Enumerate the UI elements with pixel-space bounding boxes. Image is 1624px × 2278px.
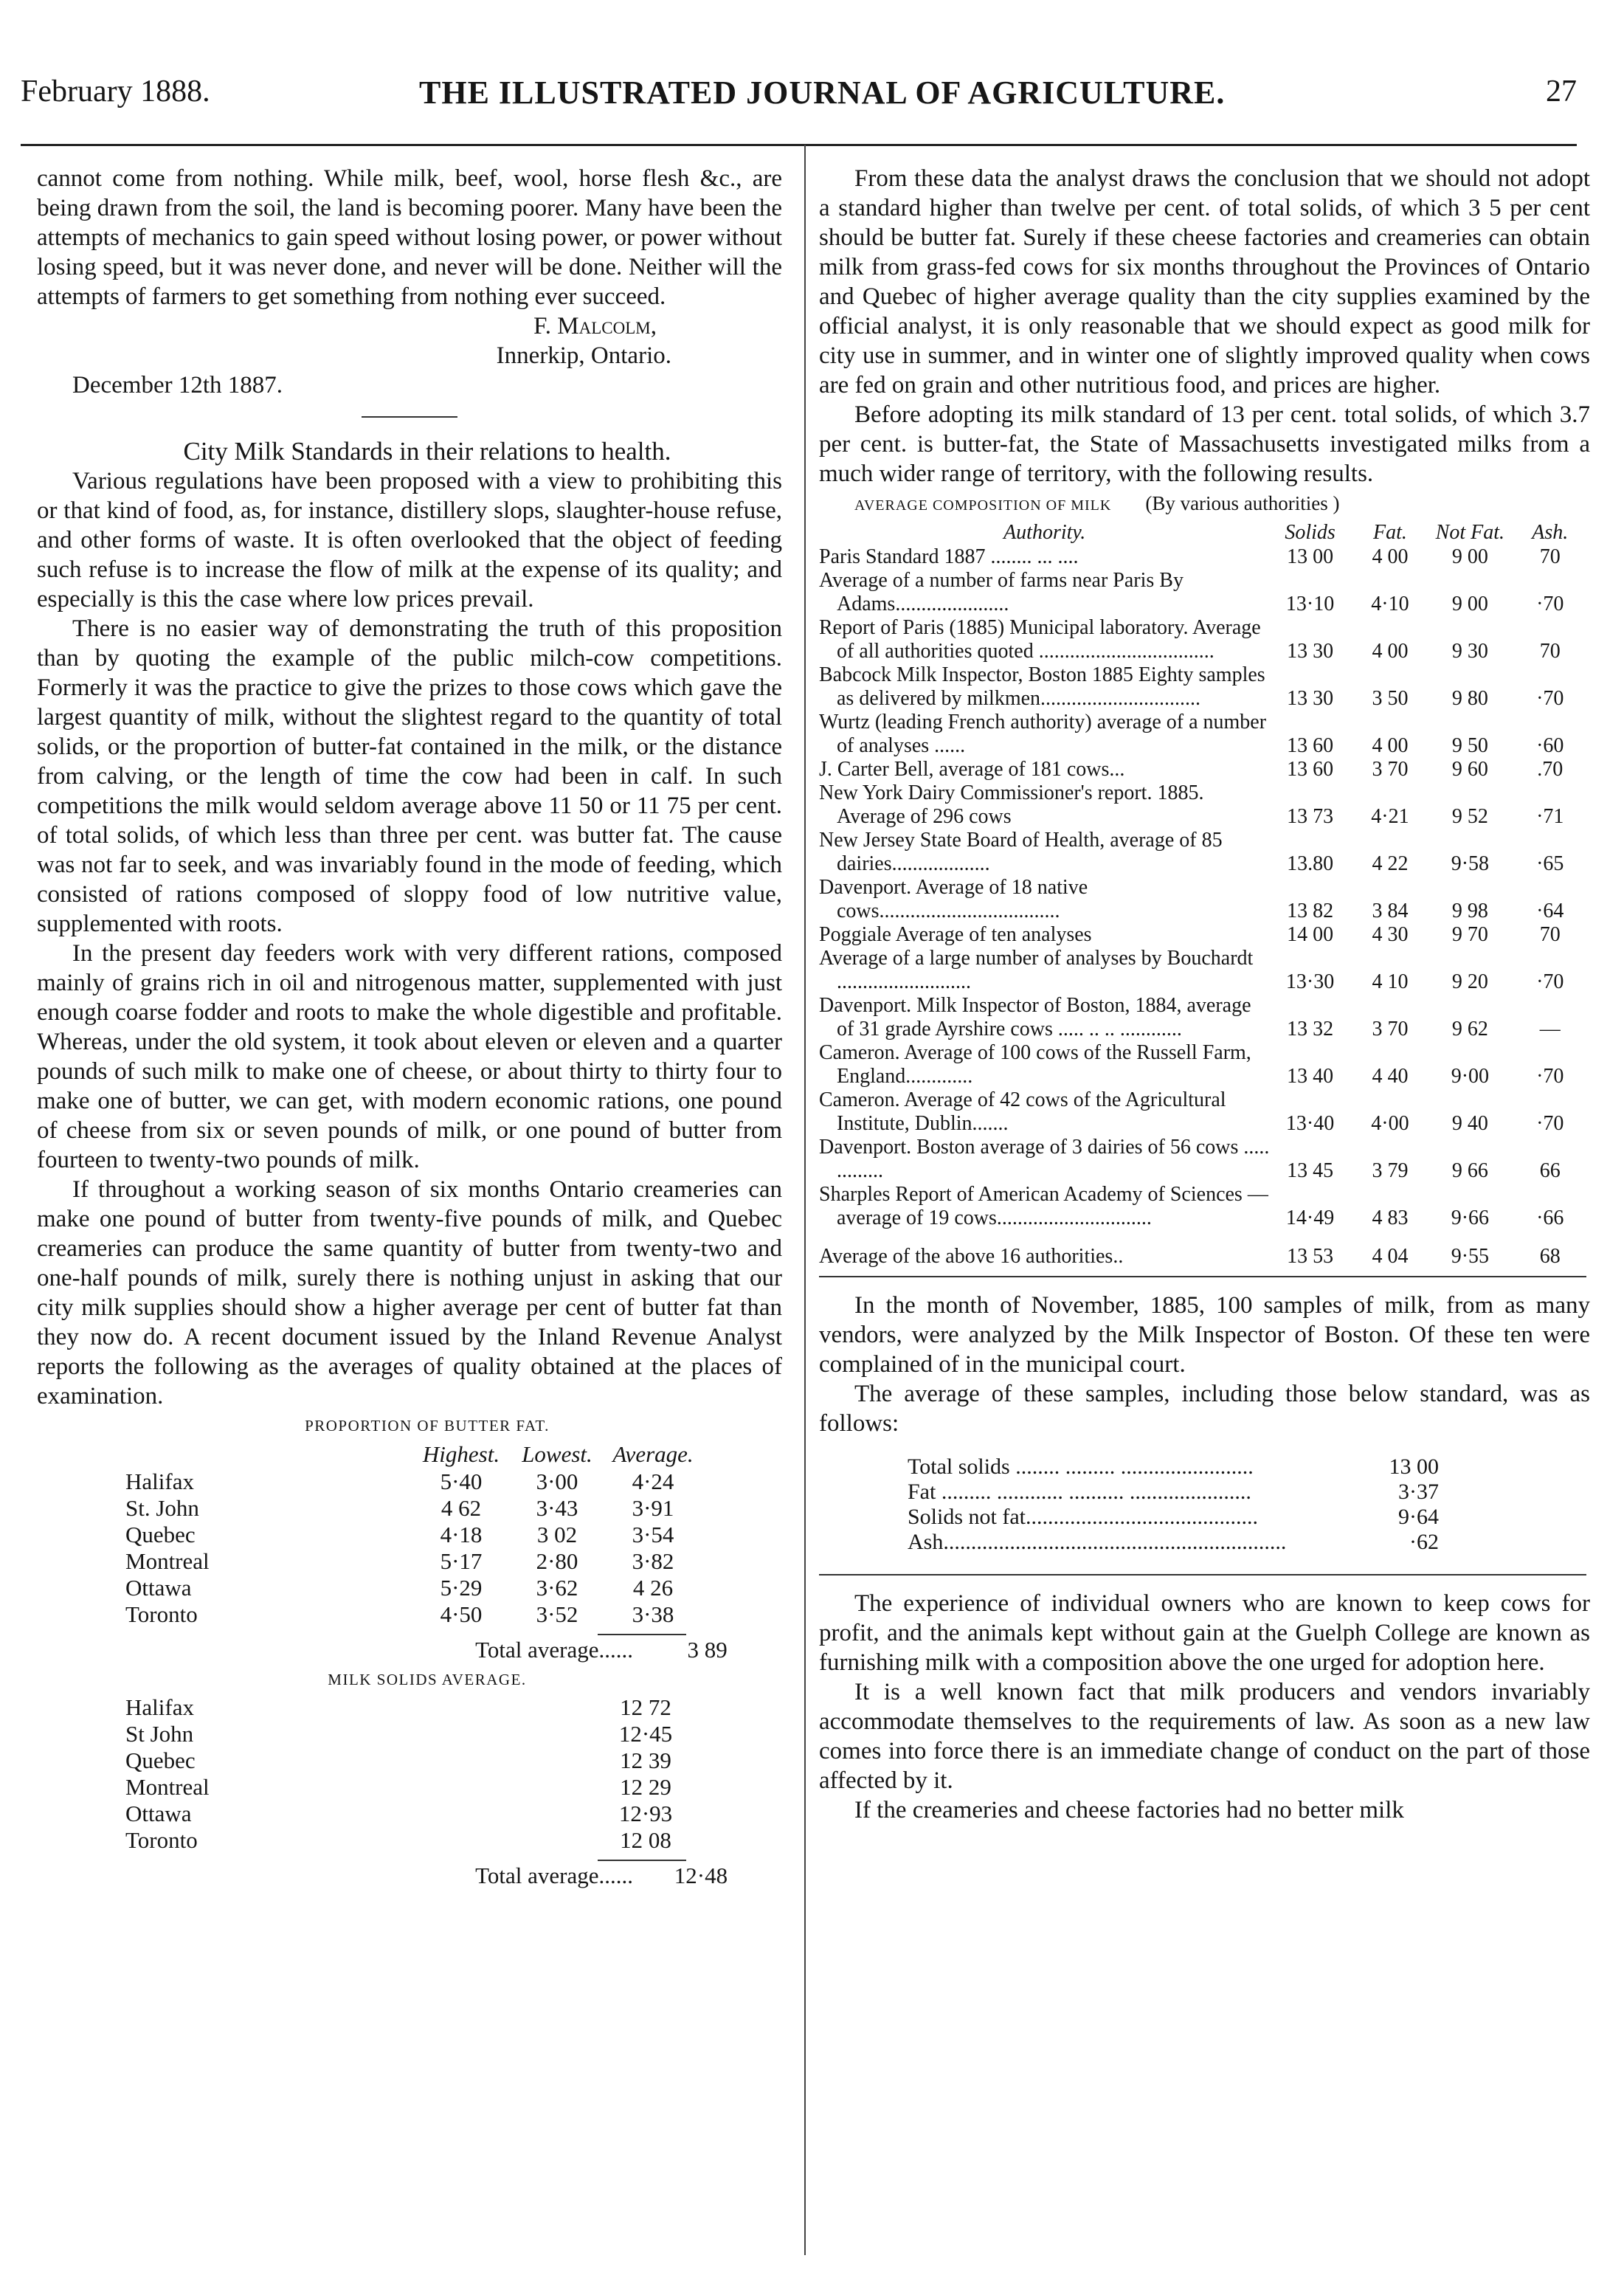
summary-row [908,1480,1439,1505]
column-header: Authority. [1003,521,1086,544]
fat-cell: 3 79 [1372,1159,1409,1182]
column-header: Lowest. [522,1441,592,1467]
solids-cell: 13 00 [1287,545,1334,568]
table-row [819,711,1590,758]
fat-cell: 4 00 [1372,640,1409,663]
fat-cell: 3 84 [1372,900,1409,922]
not-fat-cell: 9 00 [1451,593,1488,615]
butter-fat-total [37,1635,782,1665]
composition-table [819,520,1590,1269]
table-row [819,569,1590,616]
article-paragraph: In the present day feeders work with very different rations, composed mainly of grains rich in oil and nitrogenous matter, supplemented with just enough coarse fodder and roots to make the whole digestible and profitable. Whereas, under the old system, it took about eleven or eleven and a quarter pounds of such milk to make one of cheese, or about thirty to thirty four to make one of butter, we can get, with modern economic rations, one pound of cheese from six or seven pounds of milk, or one pound of butter from fourteen to twenty-two pounds of milk. [37,940,782,1173]
ash-cell: ·64 [1536,900,1564,922]
table-row [819,994,1590,1041]
column-header: Ash. [1532,521,1569,544]
summary-value: 9·64 [1398,1505,1439,1529]
table-row [125,1522,701,1548]
ash-cell: ·70 [1536,593,1564,615]
summary-row [908,1505,1439,1530]
solids-value: 12 39 [620,1747,671,1773]
composition-table-title: AVERAGE COMPOSITION OF MILK [854,497,1112,514]
summary-label: Fat ......... ............ .......... ...................... [908,1480,1251,1504]
table-row [125,1468,701,1495]
authority-cell: Average of the above 16 authorities.. [819,1245,1124,1268]
city-name: Toronto [125,1827,198,1853]
table-row [125,1694,694,1721]
solids-cell: 13 30 [1287,640,1334,663]
table-header-row [125,1440,701,1468]
table-row [819,616,1590,663]
solids-cell: 14 00 [1287,923,1334,946]
table-row [819,876,1590,923]
average-value: 4 26 [632,1575,674,1601]
authority-cell: Poggiale Average of ten analyses [819,923,1092,946]
lowest-value: 3·43 [536,1495,578,1521]
authority-cell: Sharples Report of American Academy of Sciences — average of 19 cows.............................. [819,1183,1268,1229]
fat-cell: 3 50 [1372,687,1409,710]
ash-cell: — [1539,1018,1561,1040]
lowest-value: 3·62 [536,1575,578,1601]
fat-cell: 4·10 [1371,593,1409,615]
table-row [125,1575,701,1601]
solids-value: 12 29 [620,1774,671,1800]
solids-cell: 13·40 [1285,1112,1335,1135]
summary-value: 3·37 [1398,1480,1439,1504]
section-divider [819,1574,1586,1575]
average-value: 3·54 [632,1522,674,1547]
composition-table-body [819,545,1590,1269]
total-label: Total average...... [475,1863,633,1888]
boston-summary [908,1454,1590,1555]
solids-cell: 13 60 [1287,734,1334,757]
lowest-value: 3·00 [536,1468,578,1494]
table-row [819,758,1590,781]
highest-value: 4·50 [440,1601,483,1627]
article-paragraph: Various regulations have been proposed with a view to prohibiting this or that kind of food, as, for instance, distillery slops, slaughter-house refuse, and other forms of waste. It is often overlooked that the object of feeding such refuse is to increase the flow of milk at the expense of its quality; and especially is this the case where low prices prevail. [37,468,782,612]
authority-cell: Average of a number of farms near Paris By Adams...................... [819,569,1184,615]
fat-cell: 4 22 [1372,852,1409,875]
fat-cell: 3 70 [1372,1018,1409,1040]
header-rule [21,144,1577,146]
solids-cell: 13·10 [1285,593,1335,615]
fat-cell: 4 83 [1372,1207,1409,1229]
solids-cell: 13 30 [1287,687,1334,710]
not-fat-cell: 9·55 [1451,1245,1490,1268]
highest-value: 4 62 [440,1495,482,1521]
table-row [819,923,1590,947]
city-name: Toronto [125,1601,198,1627]
table-row [819,545,1590,569]
authority-cell: New Jersey State Board of Health, average of 85 dairies................... [819,829,1223,875]
authority-cell: J. Carter Bell, average of 181 cows... [819,758,1125,781]
solids-cell: 13 40 [1287,1065,1334,1088]
not-fat-cell: 9 98 [1451,900,1488,922]
solids-value: 12·45 [618,1721,673,1747]
table-row [125,1801,694,1827]
column-header: Average. [612,1441,694,1467]
authority-cell: Davenport. Milk Inspector of Boston, 1884, average of 31 grade Ayrshire cows ..... .. .. ............ [819,994,1251,1040]
solids-cell: 13 60 [1287,758,1334,781]
authority-cell: Davenport. Boston average of 3 dairies of 56 cows ..... ......... [819,1136,1270,1182]
section-divider [819,1276,1586,1277]
solids-value: 12 72 [620,1694,671,1720]
right-column [819,164,1590,1825]
fat-cell: 3 70 [1372,758,1409,781]
article-paragraph: Before adopting its milk standard of 13 per cent. total solids, of which 3.7 per cent. is butter-fat, the State of Massachusetts investigated milks from a much wider range of territory, with the following results. [819,401,1590,487]
city-name: Quebec [125,1522,196,1547]
ash-cell: 70 [1539,545,1561,568]
not-fat-cell: 9 52 [1451,805,1488,828]
total-value: 3 89 [687,1637,728,1663]
average-value: 3·82 [632,1548,674,1574]
average-row [819,1230,1590,1269]
table-row [125,1548,701,1575]
not-fat-cell: 9 62 [1451,1018,1488,1040]
summary-label: Solids not fat.......................................... [908,1505,1259,1529]
ash-cell: .70 [1537,758,1563,781]
milk-solids-table [125,1694,694,1854]
milk-solids-total [37,1861,782,1891]
solids-cell: 13.80 [1287,852,1334,875]
column-divider [804,145,806,2255]
table-row [819,1183,1590,1230]
lowest-value: 3 02 [536,1522,578,1547]
column-header: Highest. [422,1441,500,1467]
article-paragraph: It is a well known fact that milk producers and vendors invariably accommodate themselves to the requirements of law. As soon as a new law comes into force there is an immediate change of conduct on the part of those affected by it. [819,1679,1590,1794]
solids-cell: 14·49 [1285,1207,1335,1229]
intro-paragraph: cannot come from nothing. While milk, beef, wool, horse flesh &c., are being drawn from the soil, the land is becoming poorer. Many have been the attempts of mechanics to gain speed without losing power, or power without losing speed, but it was never done, and never will be done. Neither will the attempts of farmers to get something from nothing ever succeed. [37,165,782,310]
not-fat-cell: 9·66 [1451,1207,1490,1229]
fat-cell: 4·21 [1371,805,1409,828]
ash-cell: ·70 [1536,687,1564,710]
ash-cell: ·71 [1536,805,1564,828]
table-row [819,781,1590,829]
table-row [125,1747,694,1774]
signature-date: December 12th 1887. [72,372,283,398]
fat-cell: 4 04 [1372,1245,1409,1268]
page-number: 27 [1546,75,1577,108]
summary-row [908,1530,1439,1555]
fat-cell: 4 10 [1372,970,1409,993]
table-row [819,1088,1590,1136]
solids-cell: 13 32 [1287,1018,1334,1040]
article-paragraph: The average of these samples, including those below standard, was as follows: [819,1381,1590,1437]
authority-cell: Wurtz (leading French authority) average of a number of analyses ...... [819,711,1267,757]
table-row [819,947,1590,994]
city-name: Montreal [125,1548,210,1574]
solids-cell: 13 82 [1287,900,1334,922]
city-name: Montreal [125,1774,210,1800]
authority-cell: Babcock Milk Inspector, Boston 1885 Eighty samples as delivered by milkmen............................... [819,663,1265,710]
authority-cell: Davenport. Average of 18 native cows................................... [819,876,1088,922]
fat-cell: 4 00 [1372,734,1409,757]
ash-cell: 70 [1539,923,1561,946]
not-fat-cell: 9 40 [1451,1112,1488,1135]
highest-value: 5·29 [440,1575,483,1601]
article-paragraph: There is no easier way of demonstrating the truth of this proposition than by quoting the example of the public milch-cow competitions. Formerly it was the practice to give the prizes to those cows which gave the largest quantity of milk, without the slightest regard to the quantity of total solids, or the proportion of butter-fat contained in the milk, or the distance from calving, or the length of time the cow had been in calf. In such competitions the milk would seldom average above 11 50 or 11 75 per cent. of total solids, of which less than three per cent. was butter fat. The cause was not far to seek, and was invariably found in the mode of feeding, which consisted of rations composed of sloppy food of low nutritive value, supplemented with roots. [37,615,782,937]
ash-cell: ·70 [1536,1112,1564,1135]
city-name: St John [125,1721,194,1747]
table-row [125,1827,694,1854]
city-name: Ottawa [125,1575,192,1601]
butter-fat-table-title: PROPORTION OF BUTTER FAT. [305,1417,550,1435]
lowest-value: 2·80 [536,1548,578,1574]
average-value: 3·91 [632,1495,674,1521]
article-paragraph: If throughout a working season of six months Ontario creameries can make one pound of butter from twenty-five pounds of milk, and Quebec creameries can produce the same quantity of butter from twenty-two and one-half pounds of milk, surely there is nothing unjust in asking that our city milk supplies should show a higher average per cent of butter fat than they now do. A recent document issued by the Inland Revenue Analyst reports the following as the averages of quality obtained at the places of examination. [37,1176,782,1409]
average-value: 3·38 [632,1601,674,1627]
solids-value: 12 08 [620,1827,671,1853]
table-row [125,1774,694,1801]
solids-cell: 13·30 [1285,970,1335,993]
not-fat-cell: 9 66 [1451,1159,1488,1182]
authority-cell: New York Dairy Commissioner's report. 1885. Average of 296 cows [819,781,1204,828]
total-label: Total average...... [475,1637,633,1663]
signature-name: F. Malcolm, [533,313,657,339]
ash-cell: ·66 [1536,1207,1564,1229]
milk-solids-table-title: MILK SOLIDS AVERAGE. [328,1671,527,1688]
section-divider [362,416,457,418]
article-paragraph: From these data the analyst draws the conclusion that we should not adopt a standard higher than twelve per cent. of total solids, of which 3 5 per cent should be butter fat. Surely if these cheese factories and creameries can obtain milk from grass-fed cows for six months throughout the Provinces of Ontario and Quebec of higher average quality than the city supplies examined by the official analyst, it is only reasonable that we should expect as good milk for city use in summer, and in winter one of slightly improved quality when cows are fed on grain and other nutritious food, and prices are higher. [819,165,1590,398]
composition-table-subtitle: (By various authorities ) [1145,492,1340,514]
authority-cell: Report of Paris (1885) Municipal laboratory. Average of all authorities quoted .................................. [819,616,1261,663]
table-header-row [819,520,1590,545]
city-name: Ottawa [125,1801,192,1826]
fat-cell: 4·00 [1371,1112,1409,1135]
ash-cell: ·65 [1536,852,1564,875]
column-header: Not Fat. [1435,521,1505,544]
city-name: St. John [125,1495,199,1521]
city-name: Quebec [125,1747,196,1773]
summary-label: Ash.............................................................. [908,1530,1287,1554]
fat-cell: 4 00 [1372,545,1409,568]
ash-cell: 68 [1539,1245,1561,1268]
ash-cell: ·60 [1536,734,1564,757]
highest-value: 5·40 [440,1468,483,1494]
journal-title: THE ILLUSTRATED JOURNAL OF AGRICULTURE. [419,75,1226,111]
table-row [819,1041,1590,1088]
authority-cell: Average of a large number of analyses by Bouchardt .......................... [819,947,1254,993]
table-row [125,1495,701,1522]
total-value: 12·48 [674,1863,728,1888]
not-fat-cell: 9 70 [1451,923,1488,946]
header-date: February 1888. [21,75,210,108]
highest-value: 5·17 [440,1548,483,1574]
ash-cell: 70 [1539,640,1561,663]
solids-value: 12·93 [618,1801,673,1826]
article-paragraph: If the creameries and cheese factories had no better milk [854,1797,1404,1823]
solids-cell: 13 53 [1287,1245,1334,1268]
ash-cell: ·70 [1536,970,1564,993]
article-paragraph: In the month of November, 1885, 100 samples of milk, from as many vendors, were analyzed by the Milk Inspector of Boston. Of these ten were complained of in the municipal court. [819,1292,1590,1378]
composition-table-heading [819,489,1590,520]
city-name: Halifax [125,1694,194,1720]
ash-cell: 66 [1539,1159,1561,1182]
lowest-value: 3·52 [536,1601,578,1627]
not-fat-cell: 9 00 [1451,545,1488,568]
signature-place: Innerkip, Ontario. [496,342,671,369]
authority-cell: Cameron. Average of 42 cows of the Agricultural Institute, Dublin....... [819,1088,1226,1135]
summary-value: 13 00 [1389,1454,1439,1479]
page-header [21,74,1577,118]
column-header: Solids [1285,521,1336,544]
solids-cell: 13 73 [1287,805,1334,828]
table-row [819,663,1590,711]
summary-value: ·62 [1409,1530,1439,1554]
left-column [37,164,782,1891]
fat-cell: 4 40 [1372,1065,1409,1088]
solids-cell: 13 45 [1287,1159,1334,1182]
not-fat-cell: 9·00 [1451,1065,1490,1088]
summary-row [908,1454,1439,1480]
authority-cell: Paris Standard 1887 ........ ... .... [819,545,1079,568]
not-fat-cell: 9 60 [1451,758,1488,781]
not-fat-cell: 9·58 [1451,852,1490,875]
column-header: Fat. [1373,521,1407,544]
butter-fat-table [125,1440,701,1628]
table-row [125,1721,694,1747]
authority-cell: Cameron. Average of 100 cows of the Russell Farm, England............. [819,1041,1251,1088]
fat-cell: 4 30 [1372,923,1409,946]
summary-label: Total solids ........ ......... ........................ [908,1454,1254,1479]
city-name: Halifax [125,1468,194,1494]
article-paragraph: The experience of individual owners who are known to keep cows for profit, and the animals kept without gain at the Guelph College are known as furnishing milk with a composition above the one urged for adoption here. [819,1590,1590,1676]
table-row [819,829,1590,876]
not-fat-cell: 9 30 [1451,640,1488,663]
highest-value: 4·18 [440,1522,483,1547]
not-fat-cell: 9 80 [1451,687,1488,710]
not-fat-cell: 9 50 [1451,734,1488,757]
not-fat-cell: 9 20 [1451,970,1488,993]
average-value: 4·24 [632,1468,674,1494]
table-row [819,1136,1590,1183]
article-title: City Milk Standards in their relations to health. [183,437,671,466]
table-row [125,1601,701,1628]
ash-cell: ·70 [1536,1065,1564,1088]
